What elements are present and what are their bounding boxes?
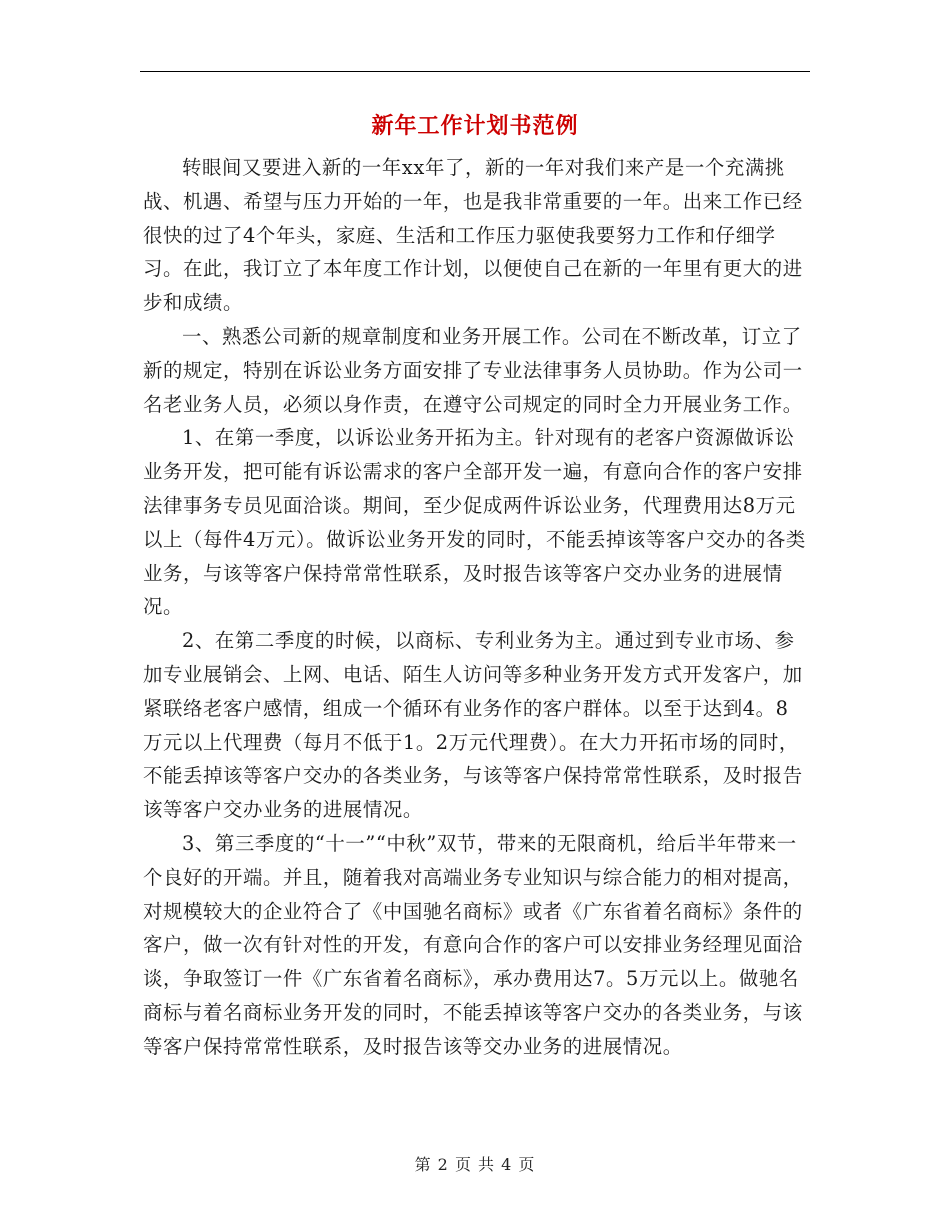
document-title: 新年工作计划书范例 <box>371 113 579 139</box>
paragraph-section-1: 一、熟悉公司新的规章制度和业务开展工作。公司在不断改革，订立了新的规定，特别在诉讼业务方面安排了专业法律事务人员协助。作为公司一名老业务人员，必须以身作责，在遵守公司规定的同时全力开展业务工作。 <box>143 324 803 416</box>
paragraph-q3: 3、第三季度的“十一”“中秋”双节，带来的无限商机，给后半年带来一个良好的开端。并且，随着我对高端业务专业知识与综合能力的相对提高，对规模较大的企业符合了《中国驰名商标》或者《广东省着名商标》条件的客户，做一次有针对性的开发，有意向合作的客户可以安排业务经理见面洽谈，争取签订一件《广东省着名商标》，承办费用达7。5万元以上。做驰名商标与着名商标业务开发的同时，不能丢掉该等客户交办的各类业务，与该等客户保持常常性联系，及时报告该等交办业务的进展情况。 <box>143 831 803 1058</box>
paragraph-q1: 1、在第一季度，以诉讼业务开拓为主。针对现有的老客户资源做诉讼业务开发，把可能有诉讼需求的客户全部开发一遍，有意向合作的客户安排法律事务专员见面洽谈。期间，至少促成两件诉讼业务，代理费用达8万元以上（每件4万元）。做诉讼业务开发的同时，不能丢掉该等客户交办的各类业务，与该等客户保持常常性联系，及时报告该等客户交办业务的进展情况。 <box>143 426 806 619</box>
page-number-footer: 第 2 页 共 4 页 <box>414 1155 536 1174</box>
paragraph-intro: 转眼间又要进入新的一年xx年了，新的一年对我们来产是一个充满挑战、机遇、希望与压力开始的一年，也是我非常重要的一年。出来工作已经很快的过了4个年头，家庭、生活和工作压力驱使我要努力工作和仔细学习。在此，我订立了本年度工作计划，以便使自己在新的一年里有更大的进步和成绩。 <box>143 156 803 315</box>
header-rule <box>140 71 810 72</box>
paragraph-q2: 2、在第二季度的时候，以商标、专利业务为主。通过到专业市场、参加专业展销会、上网、电话、陌生人访问等多种业务开发方式开发客户，加紧联络老客户感情，组成一个循环有业务作的客户群体。以至于达到4。8万元以上代理费（每月不低于1。2万元代理费）。在大力开拓市场的同时，不能丢掉该等客户交办的各类业务，与该等客户保持常常性联系，及时报告该等客户交办业务的进展情况。 <box>143 629 803 822</box>
document-body <box>143 151 808 1064</box>
